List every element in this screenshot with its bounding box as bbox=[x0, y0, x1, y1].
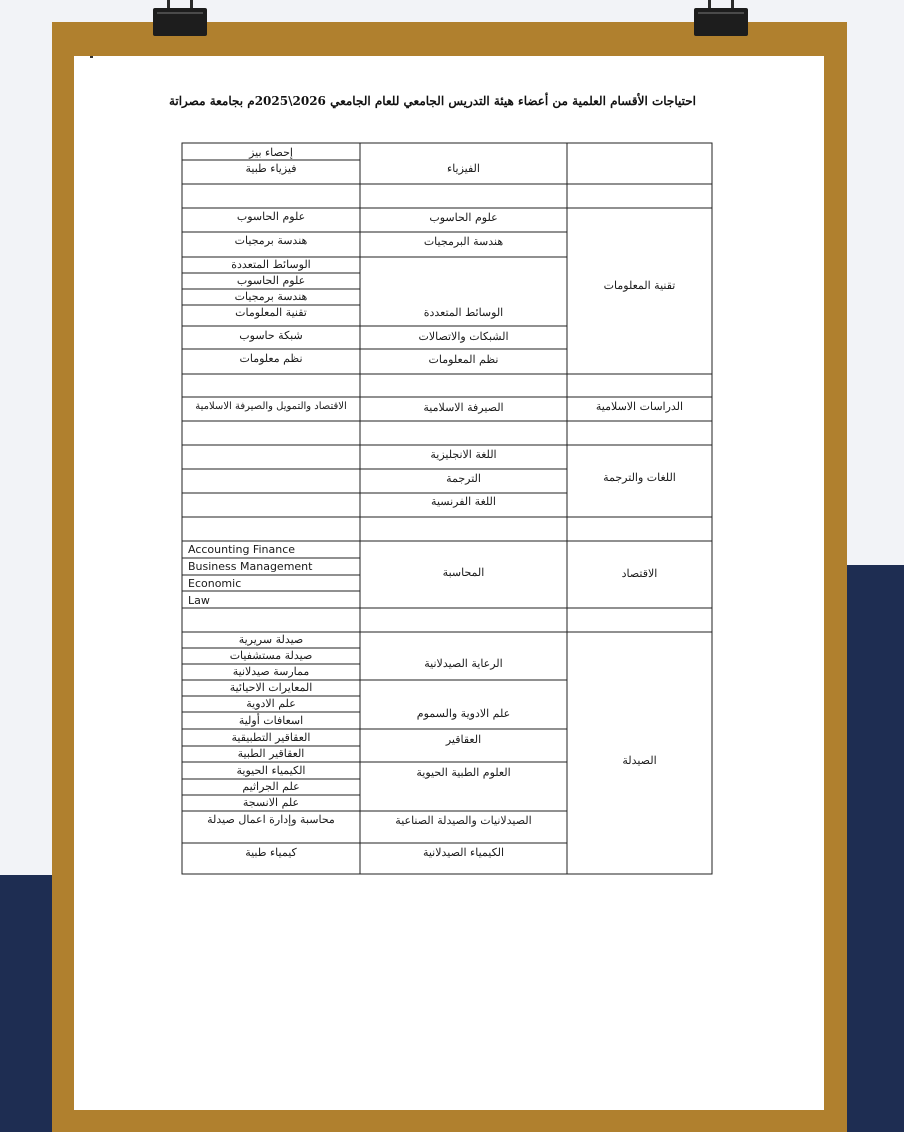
section-cs: علوم الحاسوب bbox=[429, 211, 498, 224]
specialization-cs: علوم الحاسوب bbox=[236, 210, 306, 223]
specialization-law: Law bbox=[188, 594, 210, 607]
section-physics: الفيزياء bbox=[447, 162, 480, 175]
section-pharmacognosy: العقاقير bbox=[445, 733, 482, 746]
department-economics: الاقتصاد bbox=[621, 567, 658, 580]
section-pharm-care: الرعاية الصيدلانية bbox=[424, 657, 503, 670]
specialization-clinical-pharmacy: صيدلة سريرية bbox=[238, 633, 304, 646]
specialization-cs-2: علوم الحاسوب bbox=[236, 274, 306, 287]
specialization-pharmacy-practice: ممارسة صيدلانية bbox=[232, 665, 310, 678]
section-multimedia: الوسائط المتعددة bbox=[423, 306, 504, 319]
specialization-medical-drugs: العقاقير الطبية bbox=[237, 747, 305, 760]
section-infosys: نظم المعلومات bbox=[428, 353, 499, 366]
section-french: اللغة الفرنسية bbox=[431, 495, 496, 508]
section-networks: الشبكات والاتصالات bbox=[418, 330, 509, 343]
section-islamic-banking: الصيرفة الاسلامية bbox=[423, 401, 504, 414]
specialization-bioassay: المعايرات الاحيائية bbox=[229, 681, 313, 694]
section-pharm-chemistry: الكيمياء الصيدلانية bbox=[422, 846, 505, 859]
specialization-infosys: نظم معلومات bbox=[239, 352, 303, 365]
specialization-medphys: فيزياء طبية bbox=[245, 162, 297, 175]
specialization-biochemistry: الكيمياء الحيوية bbox=[236, 764, 306, 777]
specialization-medical-chemistry: كيمياء طبية bbox=[245, 846, 297, 859]
department-pharmacy: الصيدلة bbox=[622, 754, 657, 767]
document-title: احتياجات الأقسام العلمية من أعضاء هيئة التدريس الجامعي للعام الجامعي 2026\2025م بجامعة مصراتة bbox=[168, 94, 696, 108]
specialization-se-2: هندسة برمجيات bbox=[234, 290, 308, 303]
specialization-it: تقنية المعلومات bbox=[235, 306, 307, 319]
department-it: تقنية المعلومات bbox=[603, 279, 676, 292]
specialization-multimedia: الوسائط المتعددة bbox=[231, 258, 311, 271]
specialization-accounting-finance: Accounting Finance bbox=[188, 543, 296, 556]
specialization-economic: Economic bbox=[188, 577, 242, 590]
specialization-accounting-management: محاسبة وإدارة اعمال صيدلة bbox=[207, 813, 335, 826]
specialization-applied-drugs: العقاقير التطبيقية bbox=[231, 731, 311, 744]
specialization-pharmacology: علم الادوية bbox=[246, 697, 296, 710]
section-pharmaceutics: الصيدلانيات والصيدلة الصناعية bbox=[395, 814, 532, 827]
specialization-histology: علم الانسجة bbox=[242, 796, 300, 809]
section-accounting: المحاسبة bbox=[442, 566, 485, 579]
specialization-network: شبكة حاسوب bbox=[239, 329, 303, 342]
specialization-biostat: إحصاء بيز bbox=[249, 146, 293, 159]
department-islamic-studies: الدراسات الاسلامية bbox=[595, 400, 684, 413]
section-se: هندسة البرمجيات bbox=[423, 235, 504, 248]
specialization-business-management: Business Management bbox=[188, 560, 313, 573]
specialization-microbiology: علم الجراثيم bbox=[242, 780, 300, 793]
specialization-se: هندسة برمجيات bbox=[234, 234, 308, 247]
specialization-econ-finance: الاقتصاد والتمويل والصيرفة الاسلامية bbox=[195, 401, 347, 412]
section-pharmacology: علم الادوية والسموم bbox=[416, 707, 511, 720]
section-translation: الترجمة bbox=[446, 472, 481, 485]
specialization-hospital-pharmacy: صيدلة مستشفيات bbox=[229, 649, 313, 662]
section-english: اللغة الانجليزية bbox=[430, 448, 497, 461]
section-biomedical: العلوم الطبية الحيوية bbox=[416, 766, 511, 779]
department-languages: اللغات والترجمة bbox=[603, 471, 676, 484]
specialization-first-aid: اسعافات أولية bbox=[238, 714, 304, 727]
